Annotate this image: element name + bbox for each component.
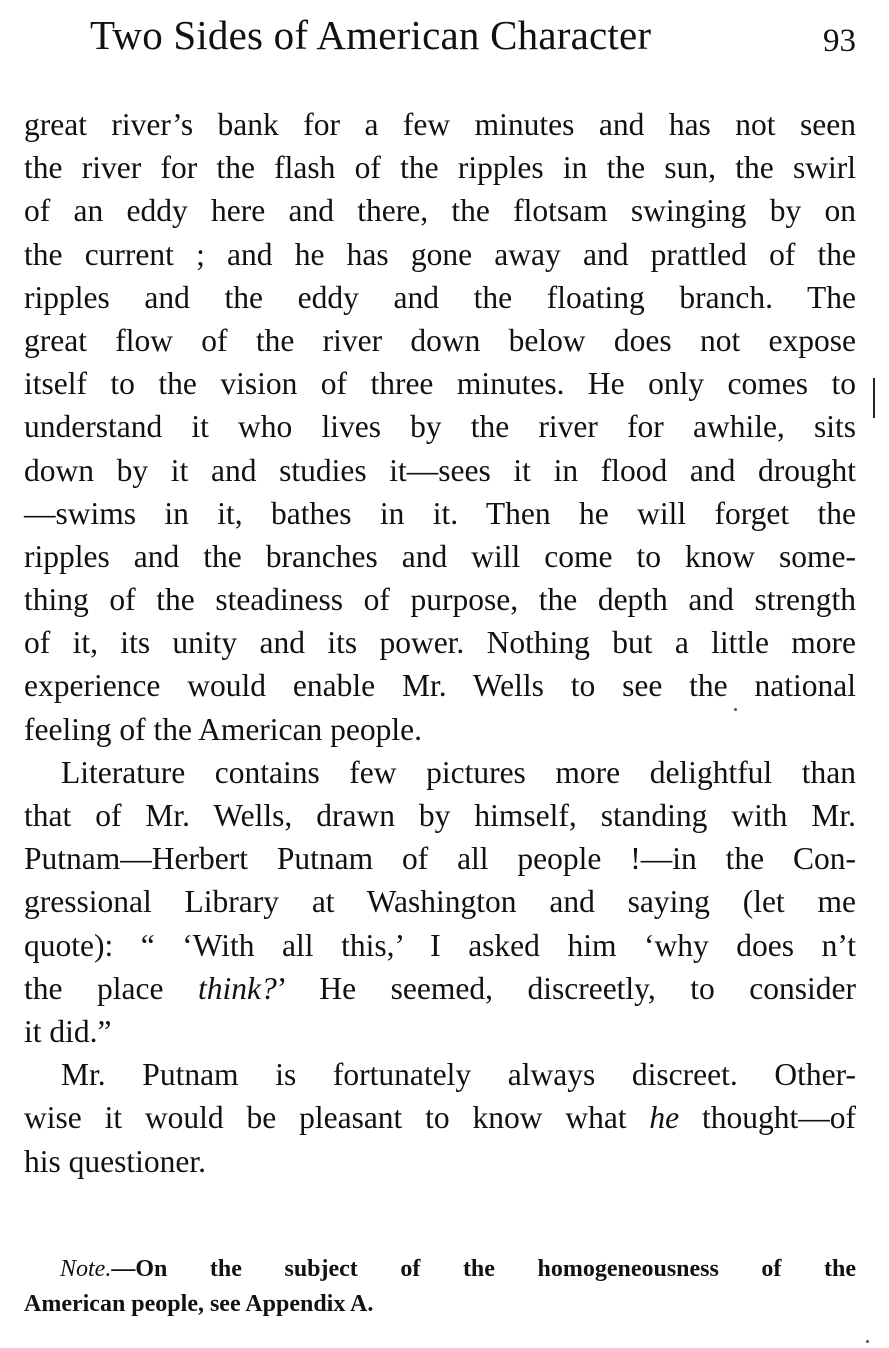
text-line: great river’s bank for a few minutes and has not seen: [24, 107, 856, 142]
text-line: ripples and the eddy and the floating branch. The: [24, 279, 856, 315]
text-line: of an eddy here and there, the flotsam swinging by on: [24, 193, 856, 229]
running-head-title: Two Sides of American Character: [90, 12, 652, 58]
text-span: the place: [24, 970, 198, 1006]
text-line: gressional Library at Washington and saying (let me: [24, 884, 856, 920]
text-line: Literature contains few pictures more delightful than: [61, 754, 856, 790]
text-line: ripples and the branches and will come to know some-: [24, 538, 856, 574]
text-line: quote): “ ‘With all this,’ I asked him ‘why does n’t: [24, 927, 856, 963]
print-speck: [866, 1340, 869, 1343]
footnote-text: —On the subject of the homogeneousness of the: [111, 1256, 856, 1282]
print-speck: [734, 708, 737, 711]
page-number: 93: [823, 23, 856, 59]
margin-mark: [873, 378, 875, 418]
text-line: that of Mr. Wells, drawn by himself, standing with Mr.: [24, 798, 856, 833]
body-text: [24, 103, 856, 1183]
running-head: [24, 10, 856, 60]
text-line: itself to the vision of three minutes. He only comes to: [24, 366, 856, 402]
footnote-line: American people, see Appendix A.: [24, 1291, 374, 1317]
text-line: Putnam—Herbert Putnam of all people !—in the Con-: [24, 841, 856, 877]
text-line: [24, 1096, 856, 1139]
italic-word: think?: [197, 970, 277, 1006]
text-line: thing of the steadiness of purpose, the depth and strength: [24, 582, 856, 618]
text-line: down by it and studies it—sees it in flood and drought: [24, 452, 856, 488]
text-line: the current ; and he has gone away and prattled of the: [24, 236, 856, 272]
footnote-label: Note.: [60, 1256, 112, 1282]
text-line: [24, 967, 856, 1010]
text-line: —swims in it, bathes in it. Then he will forget the: [24, 495, 856, 531]
text-line: great flow of the river down below does not expose: [24, 322, 856, 358]
text-line: the river for the flash of the ripples in the sun, the swirl: [24, 150, 856, 186]
text-line: experience would enable Mr. Wells to see the national: [24, 668, 856, 704]
text-line: feeling of the American people.: [24, 711, 422, 747]
text-line: Mr. Putnam is fortunately always discreet. Other-: [61, 1057, 856, 1093]
footnote: [24, 1252, 856, 1322]
italic-word: he: [649, 1100, 680, 1136]
text-span: thought—of: [679, 1100, 856, 1136]
text-span: ’ He seemed, discreetly, to consider: [276, 970, 856, 1006]
text-line: understand it who lives by the river for awhile, sits: [24, 409, 856, 445]
text-span: wise it would be pleasant to know what: [24, 1100, 650, 1136]
footnote-line: [24, 1252, 856, 1287]
text-line: it did.”: [24, 1013, 112, 1049]
text-line: of it, its unity and its power. Nothing but a little more: [24, 625, 856, 661]
text-line: his questioner.: [24, 1143, 206, 1179]
